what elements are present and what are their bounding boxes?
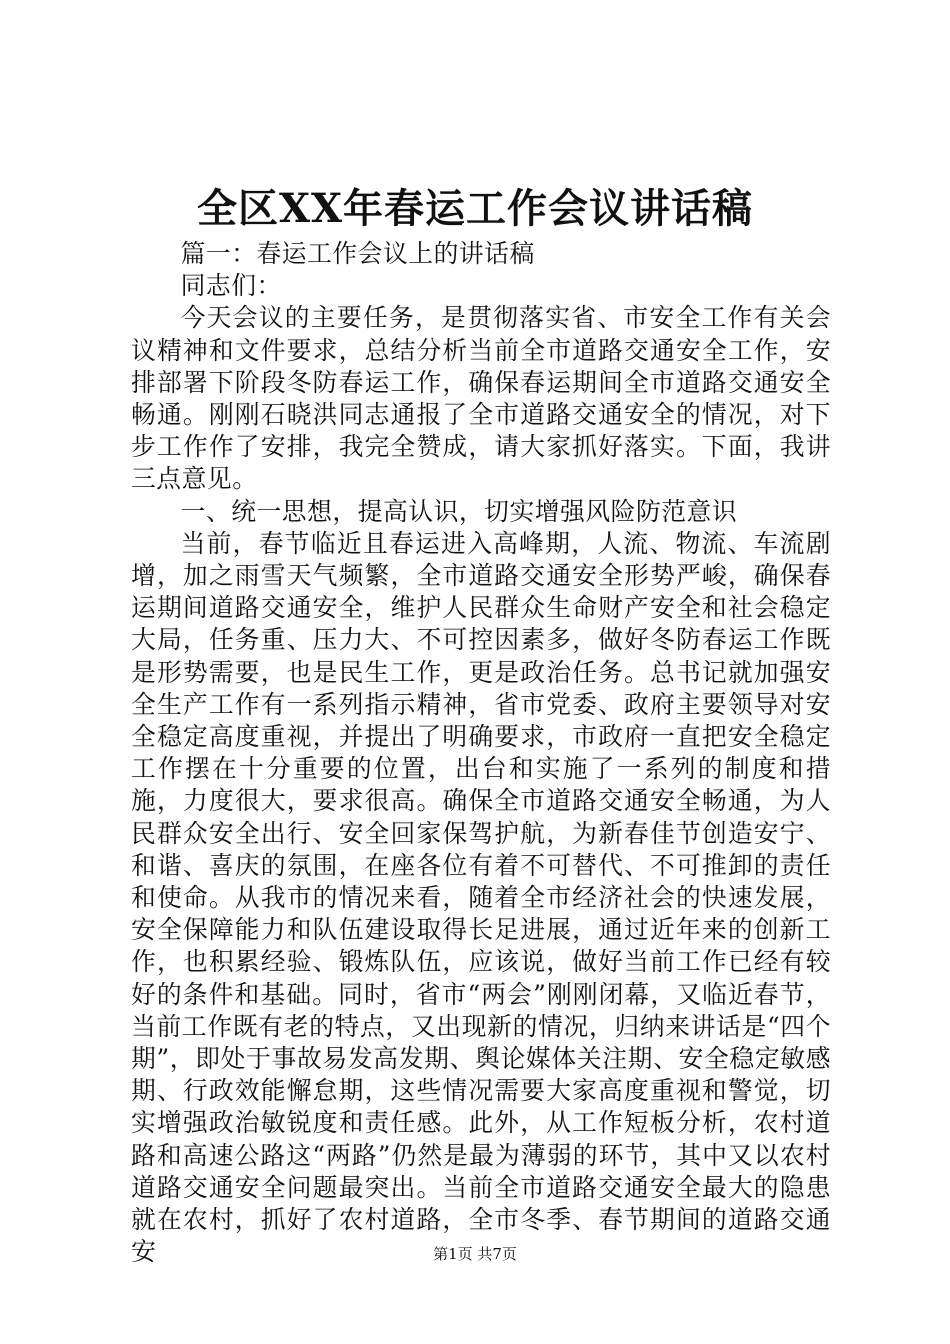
salutation: 同志们： bbox=[180, 271, 282, 301]
document-body bbox=[131, 238, 831, 1269]
document-title: 全区XX年春运工作会议讲话稿 bbox=[196, 185, 754, 232]
section-heading: 篇一：春运工作会议上的讲话稿 bbox=[180, 239, 535, 268]
body-paragraph: 今天会议的主要任务，是贯彻落实省、市安全工作有关会议精神和文件要求，总结分析当前全市道路交通安全工作，安排部署下阶段冬防春运工作，确保春运期间全市道路交通安全畅通。刚刚石晓洪同志通报了全市道路交通安全的情况，对下步工作作了安排，我完全赞成，请大家抓好落实。下面，我讲三点意见。 bbox=[131, 303, 831, 494]
page-footer: 第1页 共7页 bbox=[433, 1245, 517, 1263]
subsection-heading: 一、统一思想，提高认识，切实增强风险防范意识 bbox=[180, 496, 738, 526]
body-paragraph: 当前，春节临近且春运进入高峰期，人流、物流、车流剧增，加之雨雪天气频繁，全市道路交通安全形势严峻，确保春运期间道路交通安全，维护人民群众生命财产安全和社会稳定大局，任务重、压力大、不可控因素多，做好冬防春运工作既是形势需要，也是民生工作，更是政治任务。总书记就加强安全生产工作有一系列指示精神，省市党委、政府主要领导对安全稳定高度重视，并提出了明确要求，市政府一直把安全稳定工作摆在十分重要的位置，出台和实施了一系列的制度和措施，力度很大，要求很高。确保全市道路交通安全畅通，为人民群众安全出行、安全回家保驾护航，为新春佳节创造安宁、和谐、喜庆的氛围，在座各位有着不可替代、不可推卸的责任和使命。从我市的情况来看，随着全市经济社会的快速发展，安全保障能力和队伍建设取得长足进展，通过近年来的创新工作，也积累经验、锻炼队伍，应该说，做好当前工作已经有较好的条件和基础。同时，省市“两会”刚刚闭幕，又临近春节，当前工作既有老的特点，又出现新的情况，归纳来讲话是“四个期”，即处于事故易发高发期、舆论媒体关注期、安全稳定敏感期、行政效能懈怠期，这些情况需要大家高度重视和警觉，切实增强政治敏锐度和责任感。此外，从工作短板分析，农村道路和高速公路这“两路”仍然是最为薄弱的环节，其中又以农村道路交通安全问题最突出。当前全市道路交通安全最大的隐患就在农村，抓好了农村道路，全市冬季、春节期间的道路交通安 bbox=[131, 528, 831, 1267]
